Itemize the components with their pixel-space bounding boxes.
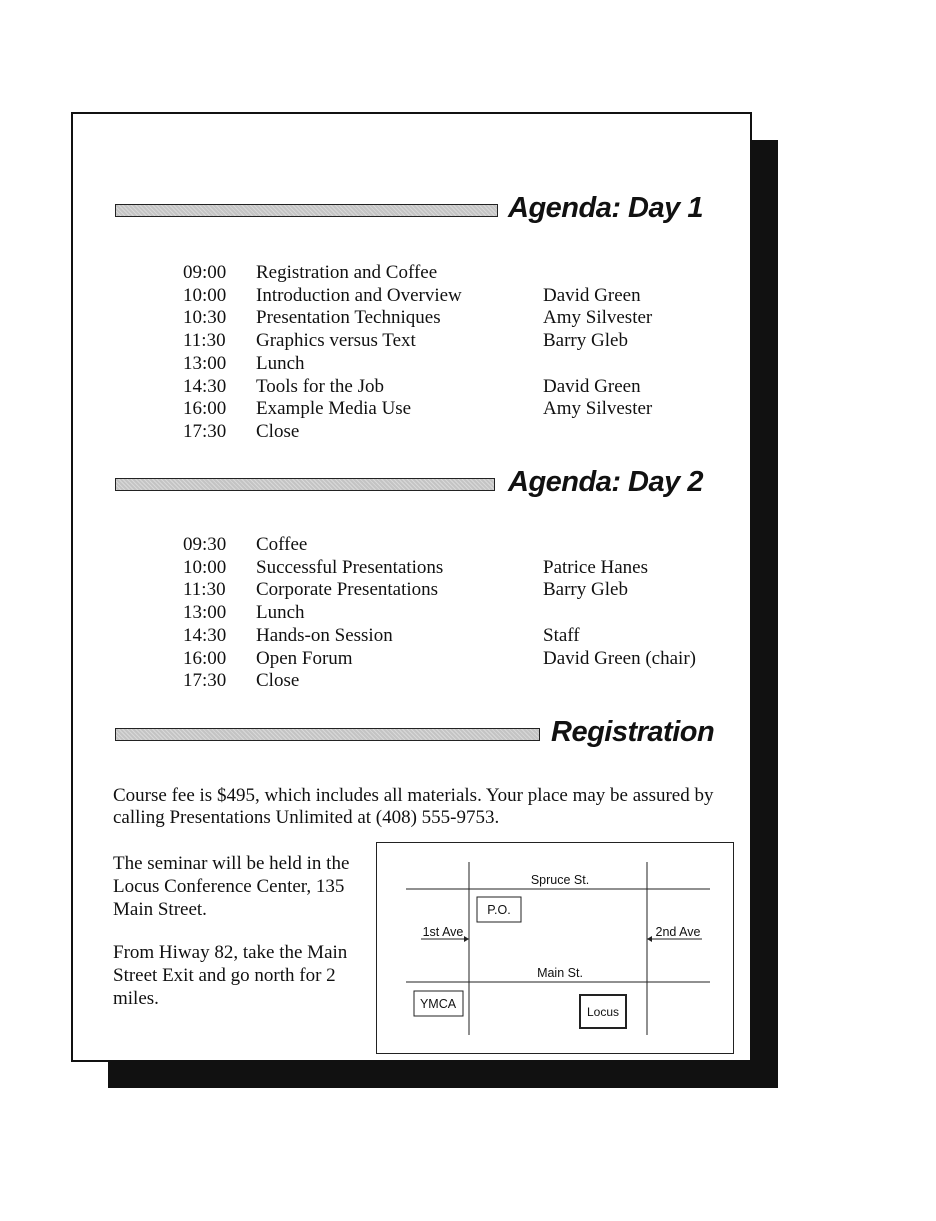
agenda-row (183, 625, 696, 648)
session-speaker: Staff (543, 624, 580, 646)
session-speaker: David Green (chair) (543, 647, 696, 669)
session-time: 17:30 (183, 670, 227, 692)
session-topic: Successful Presentations (256, 556, 444, 578)
session-topic: Lunch (256, 602, 305, 624)
registration-header (115, 714, 717, 754)
agenda-row (183, 421, 652, 444)
day1-agenda (183, 262, 652, 444)
session-speaker: Patrice Hanes (543, 556, 648, 578)
session-topic: Close (256, 670, 300, 692)
agenda-row (183, 670, 696, 693)
second-ave-label: 2nd Ave (655, 925, 701, 939)
session-topic: Lunch (256, 352, 305, 374)
main-street-label: Main St. (537, 966, 583, 980)
session-speaker: Barry Gleb (543, 330, 628, 352)
session-time: 11:30 (183, 579, 226, 601)
session-time: 14:30 (183, 375, 227, 397)
session-topic: Tools for the Job (256, 375, 384, 397)
day1-header (115, 190, 717, 230)
day2-agenda (183, 534, 696, 693)
agenda-row (183, 579, 696, 602)
agenda-row (183, 398, 652, 421)
session-time: 10:00 (183, 284, 227, 306)
session-time: 13:00 (183, 352, 227, 374)
session-topic: Close (256, 420, 300, 442)
agenda-row (183, 602, 696, 625)
day2-header (115, 464, 717, 504)
locus-label: Locus (586, 1005, 620, 1019)
session-time: 14:30 (183, 624, 227, 646)
spruce-street-label: Spruce St. (530, 873, 590, 887)
session-time: 16:00 (183, 398, 227, 420)
session-topic: Graphics versus Text (256, 330, 416, 352)
agenda-row (183, 285, 652, 308)
agenda-row (183, 557, 696, 580)
session-time: 17:30 (183, 420, 227, 442)
session-speaker: David Green (543, 375, 641, 397)
post-office-label: P.O. (487, 903, 511, 917)
session-topic: Coffee (256, 534, 308, 555)
session-time: 09:30 (183, 534, 227, 555)
session-speaker: Amy Silvester (543, 398, 653, 420)
ymca-label: YMCA (419, 997, 457, 1011)
first-ave-label: 1st Ave (422, 925, 464, 939)
day2-header-bar (115, 478, 495, 491)
session-time: 10:00 (183, 556, 227, 578)
session-topic: Open Forum (256, 647, 353, 669)
registration-title: Registration (551, 716, 715, 748)
agenda-row (183, 534, 696, 557)
session-time: 11:30 (183, 330, 226, 352)
course-fee-text: Course fee is $495, which includes all materials. Your place may be assured by calling Presentations Unlimited at (408) 555-9753. (113, 785, 714, 828)
agenda-row (183, 262, 652, 285)
session-topic: Hands-on Session (256, 624, 393, 646)
day1-header-bar (115, 204, 498, 217)
agenda-row (183, 353, 652, 376)
session-time: 09:00 (183, 262, 227, 283)
session-topic: Introduction and Overview (256, 284, 462, 306)
agenda-row (183, 648, 696, 671)
venue-text: The seminar will be held in the Locus Conference Center, 135 Main Street. (113, 853, 350, 920)
registration-header-bar (115, 728, 540, 741)
session-time: 13:00 (183, 602, 227, 624)
directions-text: From Hiway 82, take the Main Street Exit and go north for 2 miles. (113, 942, 348, 1009)
session-topic: Registration and Coffee (256, 262, 438, 283)
day2-title: Agenda: Day 2 (508, 466, 703, 498)
session-time: 10:30 (183, 307, 227, 329)
session-time: 16:00 (183, 647, 227, 669)
agenda-row (183, 376, 652, 399)
session-speaker: Barry Gleb (543, 579, 628, 601)
agenda-row (183, 330, 652, 353)
day1-title: Agenda: Day 1 (508, 192, 703, 224)
venue-info (113, 852, 363, 1010)
session-topic: Example Media Use (256, 398, 412, 420)
session-speaker: Amy Silvester (543, 307, 653, 329)
flyer-page (71, 112, 752, 1062)
session-speaker: David Green (543, 284, 641, 306)
agenda-row (183, 307, 652, 330)
location-map (376, 842, 735, 1055)
session-topic: Corporate Presentations (256, 579, 439, 601)
session-topic: Presentation Techniques (256, 307, 441, 329)
